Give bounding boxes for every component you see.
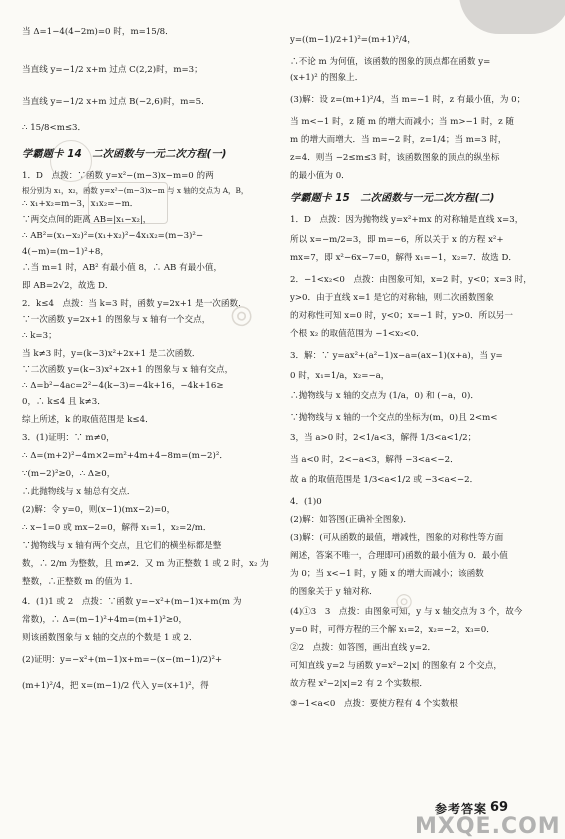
text-line: ∴ Δ=(m+2)²−4m×2=m²+4m+4−8m=(m−2)²． — [22, 451, 228, 461]
text-line: ∵两交点间的距离 AB=|x₁−x₂|， — [22, 215, 152, 225]
text-line: (2)证明：y=−x²+(m−1)x+m=−(x−(m−1)/2)²+ — [22, 655, 223, 665]
text-line: 2．k≤4 点拨：当 k=3 时，函数 y=2x+1 是一次函数． — [22, 299, 247, 309]
text-line: 2．−1<x₂<0 点拨：由图象可知，x=2 时，y<0；x=3 时， — [290, 275, 532, 285]
text-line: ∴当 m=1 时，AB² 有最小值 8，∴ AB 有最小值， — [22, 263, 223, 273]
text-line: 的对称性可知 x=0 时，y<0；x=−1 时，y>0．所以另一 — [290, 311, 513, 321]
text-line: 即 AB=2√2，故选 D． — [22, 281, 114, 291]
text-line: 0 时，x₁=1/a，x₂=−a， — [290, 371, 390, 381]
text-line: 3．解：∵ y=ax²+(a²−1)x−a=(ax−1)(x+a)，当 y= — [290, 351, 503, 361]
text-line: mx=7，即 x²−6x−7=0，解得 x₁=−1，x₂=7．故选 D． — [290, 253, 517, 263]
text-line: 的最小值为 0． — [290, 171, 350, 181]
text-line: 3．(1)证明：∵ m≠0， — [22, 433, 115, 443]
text-line: 当 m<−1 时，z 随 m 的增大而减小；当 m>−1 时，z 随 — [290, 117, 515, 127]
text-line: ∴ x−1=0 或 mx−2=0，解得 x₁=1，x₂=2/m． — [22, 523, 212, 533]
text-line: ∵抛物线与 x 轴有两个交点，且它们的横坐标都是整 — [22, 541, 222, 551]
text-line: 整数，∴正整数 m 的值为 1． — [22, 577, 139, 587]
text-line: 常数)，∴ Δ=(m−1)²+4m=(m+1)²≥0， — [22, 615, 188, 625]
text-line: y=((m−1)/2+1)²=(m+1)²/4， — [290, 35, 416, 45]
text-line: ∵一次函数 y=2x+1 的图象与 x 轴有一个交点， — [22, 315, 211, 325]
text-line: 的图象关于 y 轴对称． — [290, 587, 378, 597]
text-line: (4)①3 3 点拨：由图象可知，y 与 x 轴交点为 3 个，故今 — [290, 607, 523, 617]
faint-watermark: ◎ — [227, 297, 256, 333]
text-line: ∵抛物线与 x 轴的一个交点的坐标为(m，0)且 2<m< — [290, 413, 498, 423]
text-line: (2)解：如答图(正确补全图象)． — [290, 515, 413, 525]
site-watermark-logo: MXQE.COM — [415, 814, 561, 839]
text-line: ∴ AB²=(x₁−x₂)²=(x₁+x₂)²−4x₁x₂=(m−3)²− — [22, 231, 204, 241]
text-line: 当直线 y=−1/2 x+m 过点 B(−2,6)时，m=5． — [22, 97, 210, 107]
text-line: ②2 点拨：如答图，画出直线 y=2． — [290, 643, 437, 653]
text-line: 4(−m)=(m−1)²+8， — [22, 247, 109, 257]
text-line: (3)解：设 z=(m+1)²/4，当 m=−1 时，z 有最小值，为 0； — [290, 95, 526, 105]
text-line: 故 a 的取值范围是 1/3<a<1/2 或 −3<a<−2． — [290, 475, 479, 485]
text-line: 故方程 x²−2|x|=2 有 2 个实数根． — [290, 679, 429, 689]
text-line: (m+1)²/4，把 x=(m−1)/2 代入 y=(x+1)²，得 — [22, 681, 209, 691]
text-line: 数，∴ 2/m 为整数，且 m≠2．又 m 为正整数 1 或 2 时，x₂ 为 — [22, 559, 269, 569]
text-line: 4．(1)0 — [290, 497, 322, 507]
text-line: ∴此抛物线与 x 轴总有交点． — [22, 487, 136, 497]
text-line: (2)解：令 y=0，则(x−1)(mx−2)=0， — [22, 505, 176, 515]
faint-watermark: ◎ — [392, 586, 415, 614]
text-line: y>0．由于直线 x=1 是它的对称轴，则二次函数图象 — [290, 293, 494, 303]
text-line: 0，∴ k≤4 且 k≠3． — [22, 397, 106, 407]
text-line: ∴抛物线与 x 轴的交点为 (1/a，0) 和 (−a，0)． — [290, 391, 479, 401]
text-line: 当直线 y=−1/2 x+m 过点 C(2,2)时，m=3； — [22, 65, 203, 75]
text-line: ∵二次函数 y=(k−3)x²+2x+1 的图象与 x 轴有交点， — [22, 365, 234, 375]
text-line: 1．D 点拨：因为抛物线 y=x²+mx 的对称轴是直线 x=3， — [290, 215, 524, 225]
footer-section-label: 参考答案 — [435, 802, 488, 816]
text-line: 则该函数图象与 x 轴的交点的个数是 1 或 2． — [22, 633, 198, 643]
section-heading-14: 学霸题卡 14 二次函数与一元二次方程(一) — [22, 149, 227, 160]
text-line: 阐述，答案不唯一，合理即可)函数的最小值为 0．最小值 — [290, 551, 508, 561]
text-line: z=4．则当 −2≤m≤3 时，该函数图象的顶点的纵坐标 — [290, 153, 500, 163]
text-line: ③−1<a<0 点拨：要使方程有 4 个实数根 — [290, 699, 459, 709]
text-line: 个根 x₂ 的取值范围为 −1<x₂<0． — [290, 329, 425, 339]
text-line: ∴ x₁+x₂=m−3，x₁x₂=−m． — [22, 199, 139, 209]
text-line: ∴ 15/8<m≤3． — [22, 123, 87, 133]
section-heading-15: 学霸题卡 15 二次函数与一元二次方程(二) — [290, 193, 495, 204]
text-line: 当 a<0 时，2<−a<3，解得 −3<a<−2． — [290, 455, 459, 465]
text-line: 当 Δ=1−4(4−2m)=0 时，m=15/8． — [22, 27, 174, 37]
text-line: 根分别为 x₁，x₂，函数 y=x²−(m−3)x−m 与 x 轴的交点为 A，B， — [22, 186, 249, 195]
text-line: ∵(m−2)²≥0，∴ Δ≥0， — [22, 469, 116, 479]
text-line: m 的增大而增大．当 m=−2 时，z=1/4；当 m=3 时， — [290, 135, 507, 145]
text-line: (3)解：(可从函数的最值，增减性，图象的对称性等方面 — [290, 533, 504, 543]
text-line: 4．(1)1 或 2 点拨：∵函数 y=−x²+(m−1)x+m(m 为 — [22, 597, 242, 607]
text-line: 当 k≠3 时，y=(k−3)x²+2x+1 是二次函数． — [22, 349, 201, 359]
text-line: 为 0；当 x<−1 时，y 随 x 的增大而减小；该函数 — [290, 569, 484, 579]
text-line: 可知直线 y=2 与函数 y=x²−2|x| 的图象有 2 个交点， — [290, 661, 502, 671]
text-line: ∴ Δ=b²−4ac=2²−4(k−3)=−4k+16，−4k+16≥ — [22, 381, 224, 391]
text-line: 所以 x=−m/2=3，即 m=−6，所以关于 x 的方程 x²+ — [290, 235, 504, 245]
page-number: 69 — [490, 800, 509, 815]
text-line: (x+1)² 的图象上． — [290, 73, 364, 83]
corner-tab-decoration — [459, 0, 565, 34]
text-line: ∴ k=3； — [22, 331, 57, 341]
text-line: 1．D 点拨：∵函数 y=x²−(m−3)x−m=0 的两 — [22, 171, 214, 181]
text-line: 综上所述，k 的取值范围是 k≤4． — [22, 415, 154, 425]
text-line: ∴不论 m 为何值，该函数的图象的顶点都在函数 y= — [290, 57, 491, 67]
text-line: y=0 时，可得方程的三个解 x₁=2，x₂=−2，x₃=0． — [290, 625, 495, 635]
text-line: 3，当 a>0 时，2<1/a<3，解得 1/3<a<1/2； — [290, 433, 477, 443]
